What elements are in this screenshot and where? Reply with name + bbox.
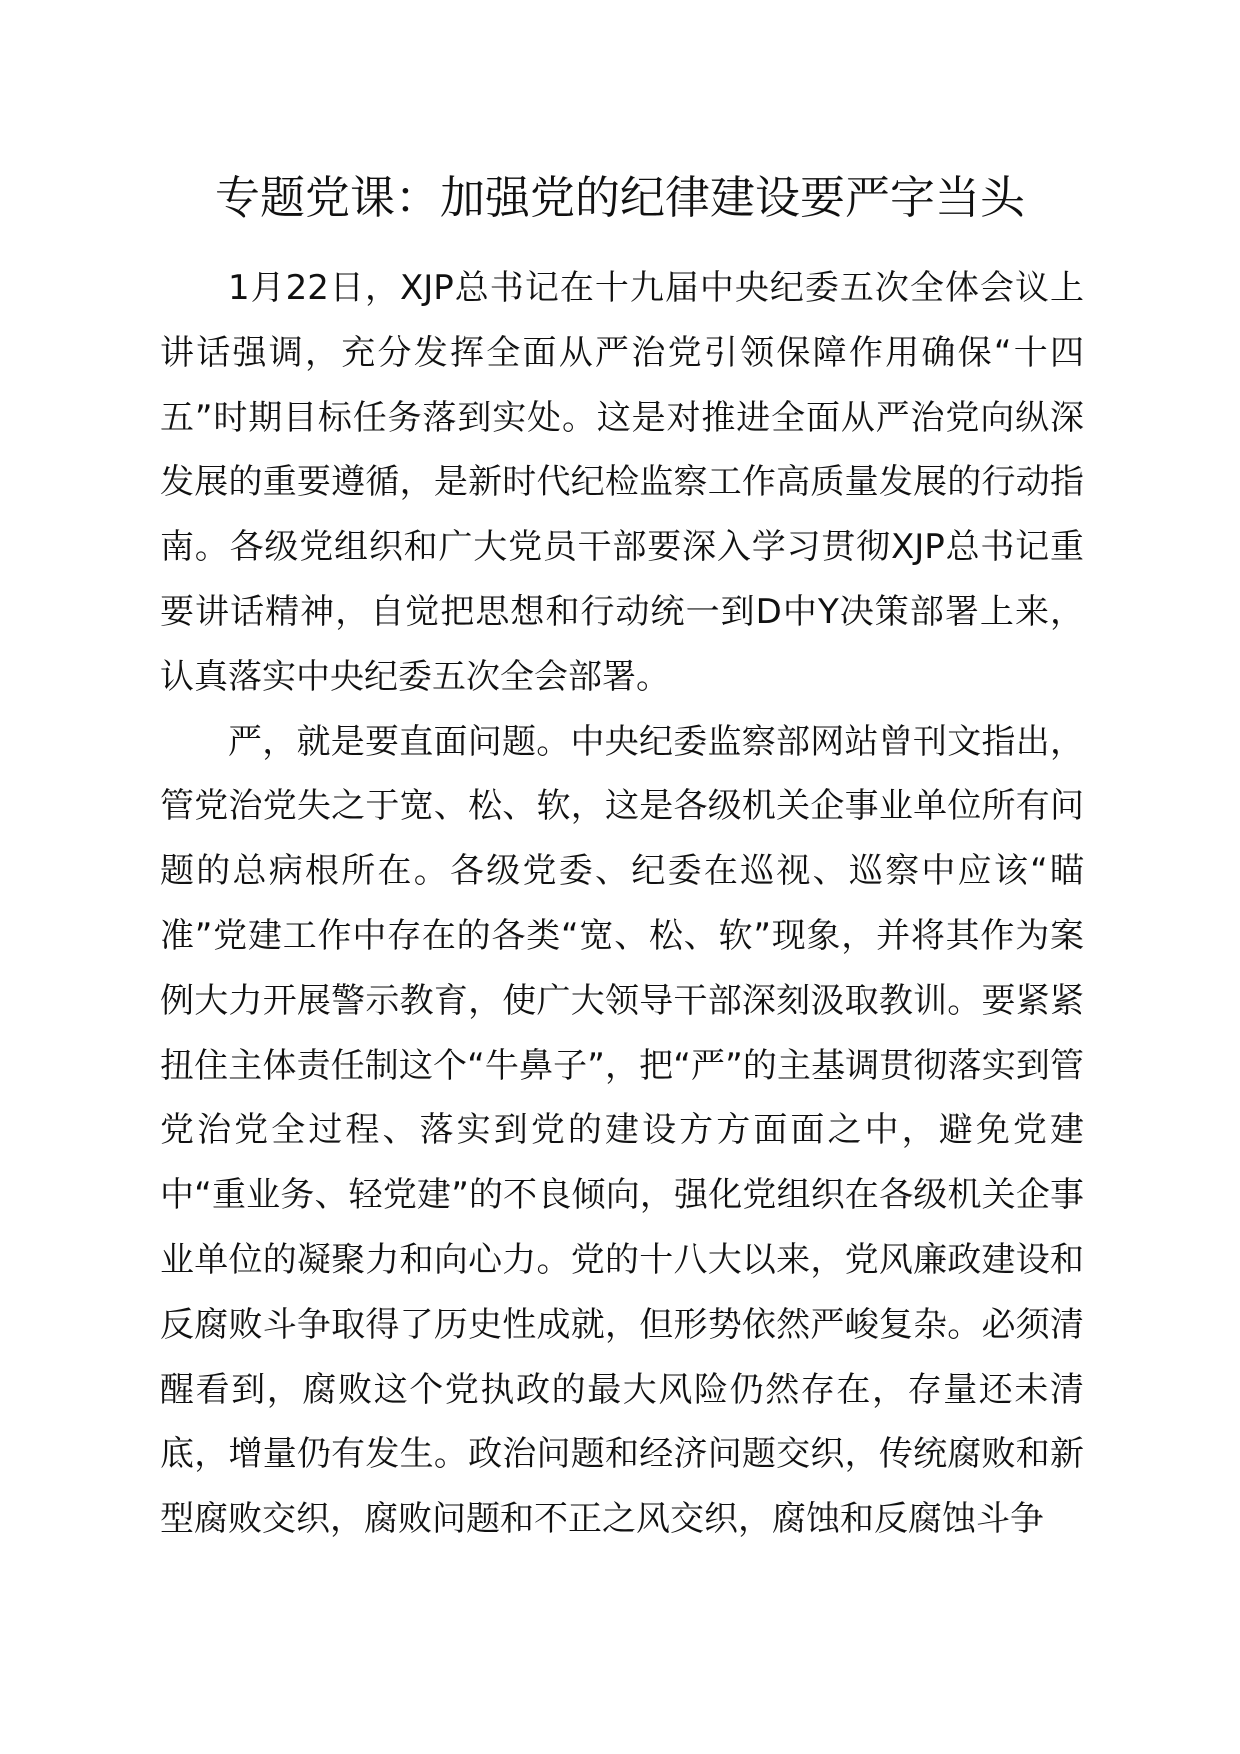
paragraph-1: 1月22日，XJP总书记在十九届中央纪委五次全体会议上讲话强调，充分发挥全面从严治党引领保障作用确保“十四五”时期目标任务落到实处。这是对推进全面从严治党向纵深发展的重要遵循，是新时代纪检监察工作高质量发展的行动指南。各级党组织和广大党员干部要深入学习贯彻XJP总书记重要讲话精神，自觉把思想和行动统一到D中Y决策部署上来，认真落实中央纪委五次全会部署。	[160, 268, 1084, 697]
document-title: 专题党课：加强党的纪律建设要严字当头	[214, 171, 1025, 224]
paragraph-2: 严，就是要直面问题。中央纪委监察部网站曾刊文指出，管党治党失之于宽、松、软，这是各级机关企事业单位所有问题的总病根所在。各级党委、纪委在巡视、巡察中应该“瞄准”党建工作中存在的各类“宽、松、软”现象，并将其作为案例大力开展警示教育，使广大领导干部深刻汲取教训。要紧紧扭住主体责任制这个“牛鼻子”，把“严”的主基调贯彻落实到管党治党全过程、落实到党的建设方方面面之中，避免党建中“重业务、轻党建”的不良倾向，强化党组织在各级机关企事业单位的凝聚力和向心力。党的十八大以来，党风廉政建设和反腐败斗争取得了历史性成就，但形势依然严峻复杂。必须清醒看到，腐败这个党执政的最大风险仍然存在，存量还未清底，增量仍有发生。政治问题和经济问题交织，传统腐败和新型腐败交织，腐败问题和不正之风交织，腐蚀和反腐蚀斗争	[160, 721, 1084, 1540]
document-body	[160, 256, 1084, 1552]
